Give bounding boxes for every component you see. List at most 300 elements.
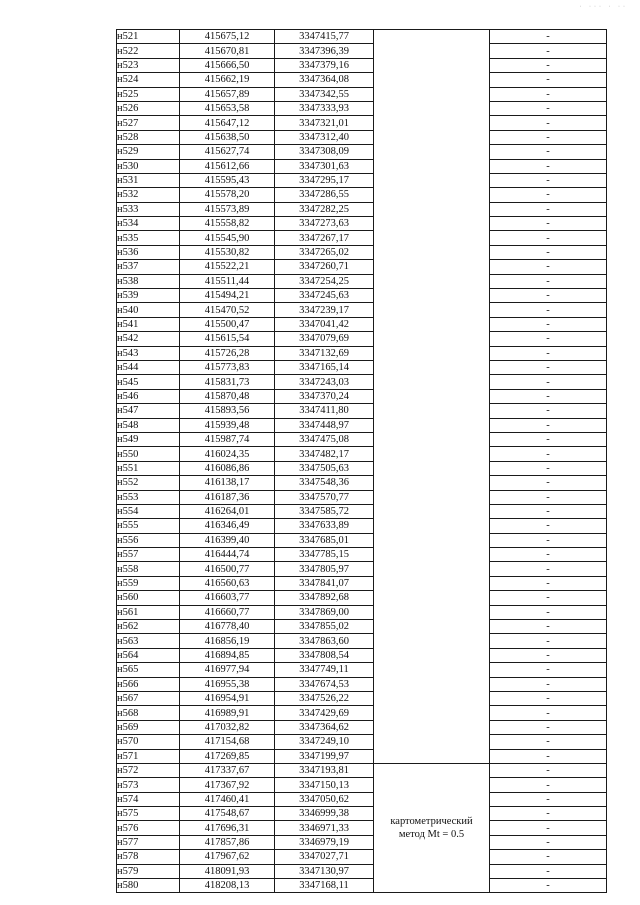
x-coordinate-cell: 416989,91 — [180, 706, 275, 720]
point-id-cell: н558 — [117, 562, 180, 576]
point-id-cell: н523 — [117, 58, 180, 72]
x-coordinate-cell: 415987,74 — [180, 432, 275, 446]
y-coordinate-cell: 3347249,10 — [275, 735, 374, 749]
x-coordinate-cell: 416977,94 — [180, 663, 275, 677]
description-cell: - — [490, 879, 607, 893]
y-coordinate-cell: 3347370,24 — [275, 389, 374, 403]
table-row — [117, 418, 607, 432]
table-row — [117, 691, 607, 705]
y-coordinate-cell: 3347805,97 — [275, 562, 374, 576]
point-id-cell: н552 — [117, 476, 180, 490]
page-corner-mark: · ··· · ·· — [579, 4, 628, 10]
table-row — [117, 548, 607, 562]
x-coordinate-cell: 416856,19 — [180, 634, 275, 648]
y-coordinate-cell: 3347130,97 — [275, 864, 374, 878]
table-row — [117, 576, 607, 590]
description-cell: - — [490, 663, 607, 677]
point-id-cell: н549 — [117, 432, 180, 446]
x-coordinate-cell: 415595,43 — [180, 173, 275, 187]
table-row — [117, 763, 607, 777]
point-id-cell: н551 — [117, 461, 180, 475]
y-coordinate-cell: 3347379,16 — [275, 58, 374, 72]
point-id-cell: н531 — [117, 173, 180, 187]
y-coordinate-cell: 3347570,77 — [275, 490, 374, 504]
description-cell: - — [490, 202, 607, 216]
description-cell: - — [490, 289, 607, 303]
point-id-cell: н553 — [117, 490, 180, 504]
y-coordinate-cell: 3347674,53 — [275, 677, 374, 691]
description-cell: - — [490, 778, 607, 792]
x-coordinate-cell: 417269,85 — [180, 749, 275, 763]
description-cell: - — [490, 389, 607, 403]
table-row — [117, 173, 607, 187]
x-coordinate-cell: 415870,48 — [180, 389, 275, 403]
description-cell: - — [490, 332, 607, 346]
y-coordinate-cell: 3347267,17 — [275, 231, 374, 245]
y-coordinate-cell: 3347749,11 — [275, 663, 374, 677]
table-row — [117, 130, 607, 144]
method-cell — [374, 30, 490, 764]
point-id-cell: н568 — [117, 706, 180, 720]
point-id-cell: н522 — [117, 44, 180, 58]
coordinates-table — [116, 29, 607, 893]
x-coordinate-cell: 415612,66 — [180, 159, 275, 173]
x-coordinate-cell: 416346,49 — [180, 519, 275, 533]
point-id-cell: н575 — [117, 807, 180, 821]
point-id-cell: н557 — [117, 548, 180, 562]
table-row — [117, 73, 607, 87]
description-cell: - — [490, 504, 607, 518]
description-cell: - — [490, 519, 607, 533]
table-row — [117, 720, 607, 734]
y-coordinate-cell: 3347342,55 — [275, 87, 374, 101]
y-coordinate-cell: 3347282,25 — [275, 202, 374, 216]
x-coordinate-cell: 415893,56 — [180, 404, 275, 418]
point-id-cell: н538 — [117, 274, 180, 288]
y-coordinate-cell: 3347199,97 — [275, 749, 374, 763]
x-coordinate-cell: 415615,54 — [180, 332, 275, 346]
y-coordinate-cell: 3347273,63 — [275, 217, 374, 231]
description-cell: - — [490, 605, 607, 619]
y-coordinate-cell: 3347863,60 — [275, 634, 374, 648]
table-row — [117, 677, 607, 691]
x-coordinate-cell: 415726,28 — [180, 346, 275, 360]
description-cell: - — [490, 73, 607, 87]
point-id-cell: н580 — [117, 879, 180, 893]
description-cell: - — [490, 116, 607, 130]
y-coordinate-cell: 3347312,40 — [275, 130, 374, 144]
table-row — [117, 116, 607, 130]
description-cell: - — [490, 87, 607, 101]
y-coordinate-cell: 3347685,01 — [275, 533, 374, 547]
description-cell: - — [490, 533, 607, 547]
y-coordinate-cell: 3347165,14 — [275, 360, 374, 374]
table-row — [117, 490, 607, 504]
x-coordinate-cell: 416778,40 — [180, 620, 275, 634]
y-coordinate-cell: 3347892,68 — [275, 591, 374, 605]
x-coordinate-cell: 415675,12 — [180, 30, 275, 44]
x-coordinate-cell: 417460,41 — [180, 792, 275, 806]
x-coordinate-cell: 416955,38 — [180, 677, 275, 691]
table-row — [117, 317, 607, 331]
x-coordinate-cell: 416086,86 — [180, 461, 275, 475]
table-row — [117, 850, 607, 864]
description-cell: - — [490, 30, 607, 44]
table-row — [117, 519, 607, 533]
table-row — [117, 835, 607, 849]
table-row — [117, 749, 607, 763]
x-coordinate-cell: 415773,83 — [180, 360, 275, 374]
description-cell: - — [490, 850, 607, 864]
y-coordinate-cell: 3347869,00 — [275, 605, 374, 619]
description-cell: - — [490, 792, 607, 806]
description-cell: - — [490, 44, 607, 58]
x-coordinate-cell: 416660,77 — [180, 605, 275, 619]
y-coordinate-cell: 3347364,08 — [275, 73, 374, 87]
point-id-cell: н540 — [117, 303, 180, 317]
description-cell: - — [490, 735, 607, 749]
x-coordinate-cell: 416894,85 — [180, 648, 275, 662]
x-coordinate-cell: 417967,62 — [180, 850, 275, 864]
description-cell: - — [490, 821, 607, 835]
description-cell: - — [490, 303, 607, 317]
description-cell: - — [490, 360, 607, 374]
y-coordinate-cell: 3347286,55 — [275, 188, 374, 202]
point-id-cell: н559 — [117, 576, 180, 590]
y-coordinate-cell: 3347396,39 — [275, 44, 374, 58]
y-coordinate-cell: 3346999,38 — [275, 807, 374, 821]
y-coordinate-cell: 3347027,71 — [275, 850, 374, 864]
description-cell: - — [490, 217, 607, 231]
point-id-cell: н521 — [117, 30, 180, 44]
y-coordinate-cell: 3347482,17 — [275, 447, 374, 461]
description-cell: - — [490, 375, 607, 389]
x-coordinate-cell: 415470,52 — [180, 303, 275, 317]
description-cell: - — [490, 835, 607, 849]
x-coordinate-cell: 416603,77 — [180, 591, 275, 605]
point-id-cell: н550 — [117, 447, 180, 461]
description-cell: - — [490, 691, 607, 705]
table-row — [117, 231, 607, 245]
y-coordinate-cell: 3347411,80 — [275, 404, 374, 418]
x-coordinate-cell: 417548,67 — [180, 807, 275, 821]
table-row — [117, 432, 607, 446]
table-row — [117, 44, 607, 58]
description-cell: - — [490, 591, 607, 605]
point-id-cell: н526 — [117, 101, 180, 115]
table-row — [117, 375, 607, 389]
point-id-cell: н569 — [117, 720, 180, 734]
x-coordinate-cell: 416399,40 — [180, 533, 275, 547]
point-id-cell: н572 — [117, 763, 180, 777]
table-row — [117, 202, 607, 216]
y-coordinate-cell: 3347333,93 — [275, 101, 374, 115]
y-coordinate-cell: 3346979,19 — [275, 835, 374, 849]
x-coordinate-cell: 415558,82 — [180, 217, 275, 231]
point-id-cell: н544 — [117, 360, 180, 374]
y-coordinate-cell: 3347808,54 — [275, 648, 374, 662]
table-row — [117, 706, 607, 720]
y-coordinate-cell: 3347429,69 — [275, 706, 374, 720]
y-coordinate-cell: 3347193,81 — [275, 763, 374, 777]
table-row — [117, 360, 607, 374]
point-id-cell: н527 — [117, 116, 180, 130]
y-coordinate-cell: 3347505,63 — [275, 461, 374, 475]
table-row — [117, 634, 607, 648]
table-row — [117, 821, 607, 835]
x-coordinate-cell: 418208,13 — [180, 879, 275, 893]
x-coordinate-cell: 417337,67 — [180, 763, 275, 777]
x-coordinate-cell: 415657,89 — [180, 87, 275, 101]
x-coordinate-cell: 415670,81 — [180, 44, 275, 58]
description-cell: - — [490, 317, 607, 331]
table-row — [117, 30, 607, 44]
x-coordinate-cell: 416264,01 — [180, 504, 275, 518]
x-coordinate-cell: 415500,47 — [180, 317, 275, 331]
table-row — [117, 58, 607, 72]
description-cell: - — [490, 346, 607, 360]
point-id-cell: н530 — [117, 159, 180, 173]
description-cell: - — [490, 404, 607, 418]
point-id-cell: н541 — [117, 317, 180, 331]
point-id-cell: н561 — [117, 605, 180, 619]
table-row — [117, 735, 607, 749]
x-coordinate-cell: 416500,77 — [180, 562, 275, 576]
x-coordinate-cell: 416138,17 — [180, 476, 275, 490]
description-cell: - — [490, 634, 607, 648]
description-cell: - — [490, 749, 607, 763]
table-row — [117, 504, 607, 518]
point-id-cell: н573 — [117, 778, 180, 792]
y-coordinate-cell: 3347364,62 — [275, 720, 374, 734]
description-cell: - — [490, 447, 607, 461]
description-cell: - — [490, 159, 607, 173]
x-coordinate-cell: 415494,21 — [180, 289, 275, 303]
x-coordinate-cell: 415647,12 — [180, 116, 275, 130]
y-coordinate-cell: 3347841,07 — [275, 576, 374, 590]
x-coordinate-cell: 415530,82 — [180, 245, 275, 259]
table-row — [117, 807, 607, 821]
point-id-cell: н571 — [117, 749, 180, 763]
x-coordinate-cell: 415545,90 — [180, 231, 275, 245]
y-coordinate-cell: 3347239,17 — [275, 303, 374, 317]
x-coordinate-cell: 415666,50 — [180, 58, 275, 72]
point-id-cell: н555 — [117, 519, 180, 533]
description-cell: - — [490, 620, 607, 634]
point-id-cell: н556 — [117, 533, 180, 547]
point-id-cell: н579 — [117, 864, 180, 878]
description-cell: - — [490, 548, 607, 562]
table-row — [117, 591, 607, 605]
x-coordinate-cell: 415627,74 — [180, 145, 275, 159]
method-cell — [374, 763, 490, 893]
point-id-cell: н529 — [117, 145, 180, 159]
y-coordinate-cell: 3347132,69 — [275, 346, 374, 360]
point-id-cell: н563 — [117, 634, 180, 648]
table-row — [117, 217, 607, 231]
x-coordinate-cell: 415638,50 — [180, 130, 275, 144]
point-id-cell: н567 — [117, 691, 180, 705]
coordinates-table-body — [117, 30, 607, 893]
description-cell: - — [490, 432, 607, 446]
y-coordinate-cell: 3347633,89 — [275, 519, 374, 533]
description-cell: - — [490, 130, 607, 144]
point-id-cell: н525 — [117, 87, 180, 101]
y-coordinate-cell: 3347475,08 — [275, 432, 374, 446]
y-coordinate-cell: 3347265,02 — [275, 245, 374, 259]
x-coordinate-cell: 416187,36 — [180, 490, 275, 504]
point-id-cell: н524 — [117, 73, 180, 87]
description-cell: - — [490, 677, 607, 691]
description-cell: - — [490, 648, 607, 662]
x-coordinate-cell: 416024,35 — [180, 447, 275, 461]
table-row — [117, 447, 607, 461]
description-cell: - — [490, 490, 607, 504]
table-row — [117, 159, 607, 173]
point-id-cell: н543 — [117, 346, 180, 360]
table-row — [117, 87, 607, 101]
y-coordinate-cell: 3347245,63 — [275, 289, 374, 303]
x-coordinate-cell: 416954,91 — [180, 691, 275, 705]
method-text-line: картометрический — [390, 816, 473, 828]
method-text-line: метод Mt = 0.5 — [398, 829, 465, 841]
point-id-cell: н566 — [117, 677, 180, 691]
table-row — [117, 404, 607, 418]
description-cell: - — [490, 418, 607, 432]
x-coordinate-cell: 417032,82 — [180, 720, 275, 734]
table-row — [117, 620, 607, 634]
description-cell: - — [490, 260, 607, 274]
table-row — [117, 533, 607, 547]
x-coordinate-cell: 417857,86 — [180, 835, 275, 849]
table-row — [117, 274, 607, 288]
x-coordinate-cell: 417367,92 — [180, 778, 275, 792]
point-id-cell: н564 — [117, 648, 180, 662]
description-cell: - — [490, 576, 607, 590]
x-coordinate-cell: 415653,58 — [180, 101, 275, 115]
x-coordinate-cell: 415511,44 — [180, 274, 275, 288]
x-coordinate-cell: 415831,73 — [180, 375, 275, 389]
description-cell: - — [490, 562, 607, 576]
y-coordinate-cell: 3347785,15 — [275, 548, 374, 562]
point-id-cell: н576 — [117, 821, 180, 835]
table-row — [117, 792, 607, 806]
y-coordinate-cell: 3347260,71 — [275, 260, 374, 274]
y-coordinate-cell: 3347041,42 — [275, 317, 374, 331]
y-coordinate-cell: 3347079,69 — [275, 332, 374, 346]
table-row — [117, 879, 607, 893]
x-coordinate-cell: 416560,63 — [180, 576, 275, 590]
point-id-cell: н542 — [117, 332, 180, 346]
y-coordinate-cell: 3347168,11 — [275, 879, 374, 893]
x-coordinate-cell: 415578,20 — [180, 188, 275, 202]
table-row — [117, 245, 607, 259]
y-coordinate-cell: 3346971,33 — [275, 821, 374, 835]
table-row — [117, 605, 607, 619]
x-coordinate-cell: 418091,93 — [180, 864, 275, 878]
y-coordinate-cell: 3347448,97 — [275, 418, 374, 432]
table-row — [117, 346, 607, 360]
table-row — [117, 260, 607, 274]
description-cell: - — [490, 763, 607, 777]
x-coordinate-cell: 415522,21 — [180, 260, 275, 274]
description-cell: - — [490, 706, 607, 720]
point-id-cell: н577 — [117, 835, 180, 849]
point-id-cell: н565 — [117, 663, 180, 677]
point-id-cell: н562 — [117, 620, 180, 634]
x-coordinate-cell: 417696,31 — [180, 821, 275, 835]
description-cell: - — [490, 245, 607, 259]
y-coordinate-cell: 3347415,77 — [275, 30, 374, 44]
y-coordinate-cell: 3347150,13 — [275, 778, 374, 792]
table-row — [117, 778, 607, 792]
y-coordinate-cell: 3347254,25 — [275, 274, 374, 288]
description-cell: - — [490, 461, 607, 475]
point-id-cell: н536 — [117, 245, 180, 259]
x-coordinate-cell: 417154,68 — [180, 735, 275, 749]
y-coordinate-cell: 3347050,62 — [275, 792, 374, 806]
y-coordinate-cell: 3347548,36 — [275, 476, 374, 490]
point-id-cell: н528 — [117, 130, 180, 144]
point-id-cell: н554 — [117, 504, 180, 518]
table-row — [117, 864, 607, 878]
y-coordinate-cell: 3347295,17 — [275, 173, 374, 187]
y-coordinate-cell: 3347585,72 — [275, 504, 374, 518]
description-cell: - — [490, 58, 607, 72]
point-id-cell: н574 — [117, 792, 180, 806]
point-id-cell: н533 — [117, 202, 180, 216]
point-id-cell: н547 — [117, 404, 180, 418]
point-id-cell: н532 — [117, 188, 180, 202]
point-id-cell: н570 — [117, 735, 180, 749]
point-id-cell: н534 — [117, 217, 180, 231]
table-row — [117, 461, 607, 475]
y-coordinate-cell: 3347321,01 — [275, 116, 374, 130]
table-row — [117, 389, 607, 403]
description-cell: - — [490, 720, 607, 734]
table-row — [117, 476, 607, 490]
description-cell: - — [490, 864, 607, 878]
x-coordinate-cell: 415573,89 — [180, 202, 275, 216]
description-cell: - — [490, 807, 607, 821]
table-row — [117, 145, 607, 159]
y-coordinate-cell: 3347308,09 — [275, 145, 374, 159]
y-coordinate-cell: 3347243,03 — [275, 375, 374, 389]
point-id-cell: н537 — [117, 260, 180, 274]
table-row — [117, 289, 607, 303]
point-id-cell: н545 — [117, 375, 180, 389]
table-row — [117, 648, 607, 662]
table-row — [117, 101, 607, 115]
description-cell: - — [490, 101, 607, 115]
x-coordinate-cell: 415939,48 — [180, 418, 275, 432]
description-cell: - — [490, 173, 607, 187]
point-id-cell: н560 — [117, 591, 180, 605]
table-row — [117, 332, 607, 346]
y-coordinate-cell: 3347855,02 — [275, 620, 374, 634]
description-cell: - — [490, 145, 607, 159]
point-id-cell: н535 — [117, 231, 180, 245]
description-cell: - — [490, 476, 607, 490]
y-coordinate-cell: 3347301,63 — [275, 159, 374, 173]
description-cell: - — [490, 274, 607, 288]
x-coordinate-cell: 416444,74 — [180, 548, 275, 562]
x-coordinate-cell: 415662,19 — [180, 73, 275, 87]
y-coordinate-cell: 3347526,22 — [275, 691, 374, 705]
table-row — [117, 562, 607, 576]
table-row — [117, 188, 607, 202]
table-row — [117, 303, 607, 317]
